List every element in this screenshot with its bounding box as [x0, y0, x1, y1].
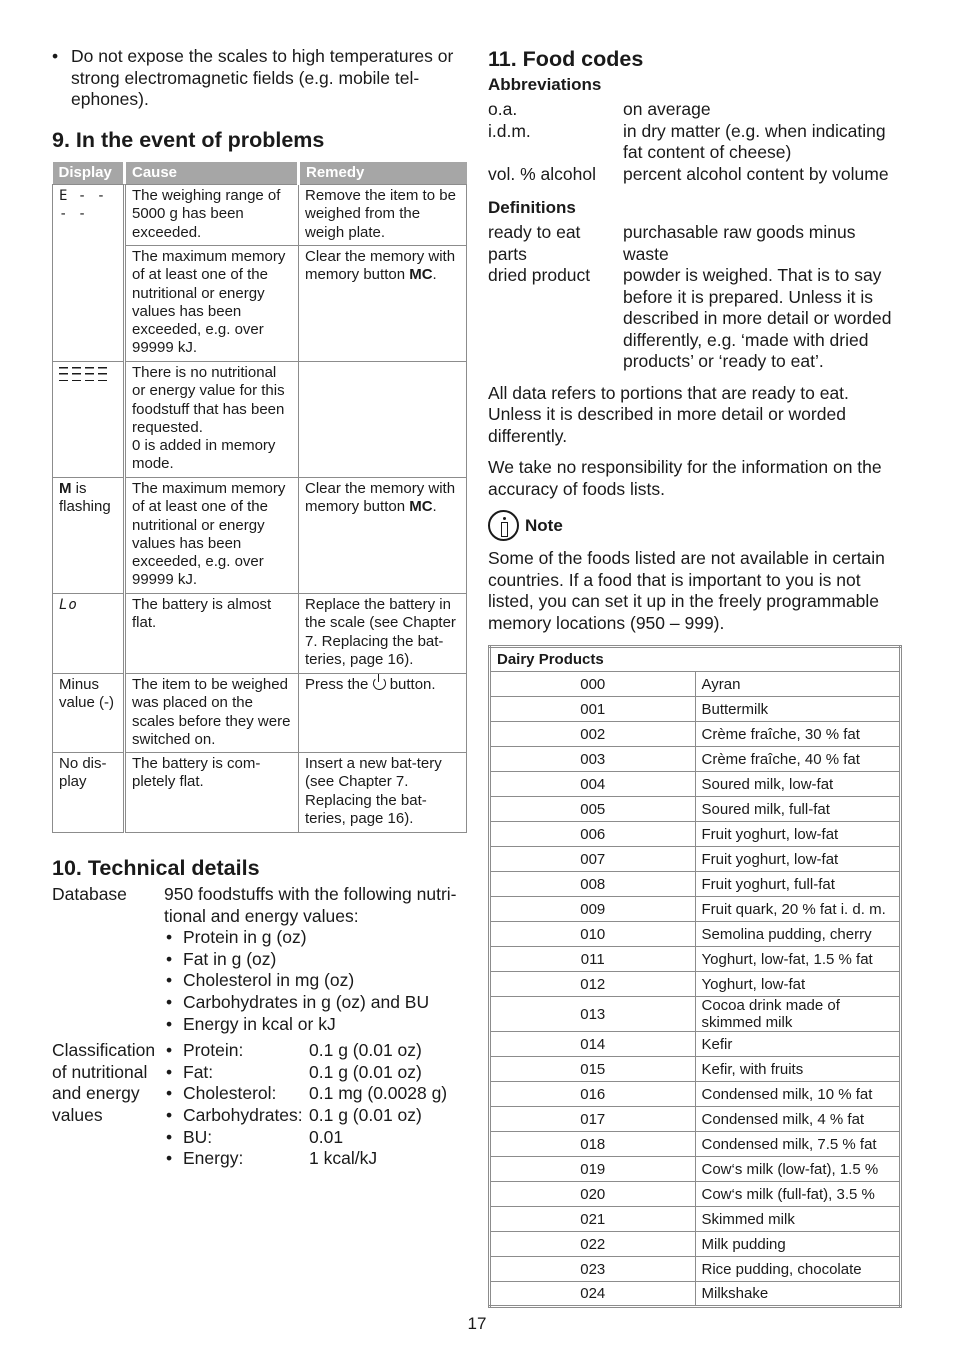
- classification-name: • Energy:: [183, 1148, 244, 1169]
- remedy-suffix: button.: [385, 676, 436, 693]
- definition-desc: powder is weighed. That is to say before it is prepared. Unless it is described in more detail or worded differently, e.g. ‘made with dried products’ or ‘ready to eat’.: [623, 265, 892, 371]
- food-code: 011: [490, 947, 696, 972]
- food-row: [490, 897, 901, 922]
- note-text: Some of the foods listed are not available in certain countries. If a food that is important to you is not listed, you can set it up in the freely programmable memory locations (950 – 999).: [488, 548, 885, 633]
- classification-label: Classification of nutritional and energy values: [52, 1040, 156, 1125]
- food-row: [490, 1157, 901, 1182]
- food-code: 018: [490, 1132, 696, 1157]
- problem-row: [53, 362, 467, 478]
- remedy-cell: [299, 246, 467, 362]
- abbreviation-desc: percent alcohol content by volume: [623, 163, 889, 184]
- food-row: [490, 1107, 901, 1132]
- food-row: [490, 1282, 901, 1307]
- food-row: [490, 672, 901, 697]
- database-item: • Fat in g (oz): [164, 949, 466, 971]
- problem-row: [53, 674, 467, 753]
- cause-line: There is no nutritional or energy value for this foodstuff that has been requested.: [132, 364, 285, 436]
- food-row: [490, 1182, 901, 1207]
- definition-desc: purchasable raw goods minus waste: [623, 222, 856, 264]
- database-row: [52, 884, 466, 1035]
- food-code: 010: [490, 922, 696, 947]
- food-name: Cocoa drink made of skimmed milk: [695, 997, 901, 1032]
- food-code: 007: [490, 847, 696, 872]
- food-name: Fruit quark, 20 % fat i. d. m.: [695, 897, 901, 922]
- food-code: 008: [490, 872, 696, 897]
- abbreviation-row: [488, 121, 902, 164]
- power-icon: [373, 677, 386, 690]
- food-code: 002: [490, 722, 696, 747]
- food-code: 022: [490, 1232, 696, 1257]
- problem-row: [53, 594, 467, 674]
- food-name: Ayran: [695, 672, 901, 697]
- food-row: [490, 697, 901, 722]
- food-code: 016: [490, 1082, 696, 1107]
- cause-cell: The weighing range of 5000 g has been exceeded.: [125, 185, 299, 246]
- remedy-text: Press the: [305, 676, 373, 693]
- problems-header-row: [53, 162, 467, 185]
- header-remedy: Remedy: [299, 162, 467, 185]
- problems-table: [52, 162, 467, 834]
- food-code: 000: [490, 672, 696, 697]
- abbreviation-desc: on average: [623, 99, 711, 119]
- note-heading: [488, 510, 902, 541]
- food-name: Kefir: [695, 1032, 901, 1057]
- database-body: [164, 884, 466, 1035]
- remedy-text: Clear the memory with memory button: [305, 248, 456, 284]
- food-row: [490, 847, 901, 872]
- classification-item: [164, 1040, 466, 1062]
- problems-heading: 9. In the event of problems: [52, 127, 325, 152]
- remedy-cell: Remove the item to be weighed from the weigh plate.: [299, 185, 467, 246]
- safety-bullet: • Do not expose the scales to high temperatures or strong electromagnetic fields (e.g. mobile tel-ephones).: [52, 46, 466, 111]
- data-portions-paragraph: All data refers to portions that are ready to eat. Unless it is described in more detail or worded differently.: [488, 382, 849, 446]
- food-row: [490, 772, 901, 797]
- abbreviation-row: [488, 164, 902, 186]
- food-codes-heading: 11. Food codes: [488, 47, 644, 71]
- dairy-table-title: Dairy Products: [490, 647, 901, 672]
- dairy-header-row: [490, 647, 901, 672]
- food-code: 017: [490, 1107, 696, 1132]
- display-cell: [53, 185, 125, 362]
- problem-row: [53, 478, 467, 594]
- food-name: Fruit yoghurt, full-fat: [695, 872, 901, 897]
- remedy-cell: [299, 674, 467, 753]
- remedy-text: Clear the memory with memory button: [305, 480, 456, 516]
- note-label: Note: [525, 515, 563, 535]
- problem-row: [53, 185, 467, 246]
- food-row: [490, 1057, 901, 1082]
- classification-body: [164, 1040, 466, 1170]
- responsibility-paragraph: We take no responsibility for the information on the accuracy of foods lists.: [488, 457, 882, 499]
- classification-item: [164, 1062, 466, 1084]
- remedy-cell: Replace the battery in the scale (see Chapter 7. Replacing the bat-teries, page 16).: [299, 594, 467, 674]
- food-name: Crème fraîche, 40 % fat: [695, 747, 901, 772]
- cause-line: 0 is added in memory mode.: [132, 437, 276, 473]
- classification-value: 0.1 mg (0.0028 g): [309, 1083, 448, 1104]
- database-text: 950 foodstuffs with the following nutri-tional and energy values:: [164, 884, 457, 926]
- food-code: 019: [490, 1157, 696, 1182]
- remedy-cell: [299, 362, 467, 478]
- food-row: [490, 1232, 901, 1257]
- classification-item: [164, 1105, 466, 1127]
- food-name: Fruit yoghurt, low-fat: [695, 822, 901, 847]
- food-row: [490, 997, 901, 1032]
- info-icon: [488, 510, 519, 541]
- database-item: • Carbohydrates in g (oz) and BU: [164, 992, 466, 1014]
- food-row: [490, 822, 901, 847]
- display-error-code: E - - - -: [59, 188, 107, 223]
- mc-button-label: MC: [409, 498, 433, 516]
- food-name: Kefir, with fruits: [695, 1057, 901, 1082]
- food-code: 021: [490, 1207, 696, 1232]
- remedy-suffix: .: [432, 498, 437, 516]
- food-name: Cow‘s milk (low-fat), 1.5 %: [695, 1157, 901, 1182]
- classification-name: • Carbohydrates:: [183, 1104, 303, 1125]
- classification-item: [164, 1148, 466, 1170]
- food-name: Semolina pudding, cherry: [695, 922, 901, 947]
- database-item: • Protein in g (oz): [164, 927, 466, 949]
- food-code: 003: [490, 747, 696, 772]
- food-code: 014: [490, 1032, 696, 1057]
- food-name: Yoghurt, low-fat, 1.5 % fat: [695, 947, 901, 972]
- dairy-table-body: [490, 672, 901, 1307]
- food-name: Rice pudding, chocolate: [695, 1257, 901, 1282]
- classification-value: 0.1 g (0.01 oz): [309, 1040, 422, 1061]
- abbreviations-list: [488, 99, 902, 185]
- food-name: Milkshake: [695, 1282, 901, 1307]
- definition-row: [488, 222, 902, 265]
- problem-row: [53, 753, 467, 833]
- display-cell: No dis-play: [53, 753, 125, 833]
- food-name: Condensed milk, 7.5 % fat: [695, 1132, 901, 1157]
- abbreviation-term: vol. % alcohol: [488, 163, 596, 184]
- remedy-cell: [299, 478, 467, 594]
- food-row: [490, 972, 901, 997]
- cause-cell: The battery is almost flat.: [125, 594, 299, 674]
- food-code: 015: [490, 1057, 696, 1082]
- food-name: Buttermilk: [695, 697, 901, 722]
- food-row: [490, 722, 901, 747]
- food-name: Soured milk, low-fat: [695, 772, 901, 797]
- food-name: Condensed milk, 10 % fat: [695, 1082, 901, 1107]
- food-row: [490, 922, 901, 947]
- food-name: Skimmed milk: [695, 1207, 901, 1232]
- food-code: 004: [490, 772, 696, 797]
- cause-cell: The maximum memory of at least one of the nutritional or energy values has been exceeded, e.g. over 99999 kJ.: [125, 478, 299, 594]
- food-name: Crème fraîche, 30 % fat: [695, 722, 901, 747]
- header-cause: Cause: [125, 162, 299, 185]
- food-row: [490, 1032, 901, 1057]
- classification-name: • Cholesterol:: [183, 1083, 277, 1104]
- abbreviation-row: [488, 99, 902, 121]
- abbreviations-heading: Abbreviations: [488, 75, 602, 94]
- classification-value: 1 kcal/kJ: [309, 1148, 378, 1169]
- display-cell: [53, 362, 125, 478]
- definition-term: dried product: [488, 265, 591, 285]
- display-cell: [53, 478, 125, 594]
- database-item: • Cholesterol in mg (oz): [164, 970, 466, 992]
- header-display: Display: [53, 162, 125, 185]
- food-code: 023: [490, 1257, 696, 1282]
- classification-item: [164, 1127, 466, 1149]
- food-row: [490, 1082, 901, 1107]
- food-name: Fruit yoghurt, low-fat: [695, 847, 901, 872]
- classification-value: 0.1 g (0.01 oz): [309, 1104, 422, 1125]
- database-item: • Energy in kcal or kJ: [164, 1014, 466, 1036]
- classification-row: [52, 1040, 466, 1170]
- classification-name: • Fat:: [183, 1061, 214, 1082]
- mc-button-label: MC: [409, 266, 433, 284]
- remedy-suffix: .: [432, 266, 437, 284]
- display-bars-symbol: [59, 367, 109, 381]
- display-cell: [53, 594, 125, 674]
- classification-name: • BU:: [183, 1126, 213, 1147]
- food-code: 005: [490, 797, 696, 822]
- definition-row: [488, 265, 902, 373]
- page-number: 17: [467, 1314, 487, 1333]
- right-column: [488, 46, 902, 1308]
- cause-cell: The maximum memory of at least one of the nutritional or energy values has been exceeded, e.g. over 99999 kJ.: [125, 246, 299, 362]
- food-name: Condensed milk, 4 % fat: [695, 1107, 901, 1132]
- classification-value: 0.1 g (0.01 oz): [309, 1061, 422, 1082]
- cause-cell: The item to be weighed was placed on the scales before they were switched on.: [125, 674, 299, 753]
- display-text: is flashing: [59, 480, 111, 516]
- food-code: 006: [490, 822, 696, 847]
- definitions-heading: Definitions: [488, 198, 576, 217]
- classification-item: [164, 1083, 466, 1105]
- left-column: [52, 46, 466, 1170]
- food-row: [490, 1207, 901, 1232]
- definition-term: ready to eat parts: [488, 222, 581, 264]
- food-row: [490, 872, 901, 897]
- database-label: Database: [52, 884, 127, 904]
- display-cell: Minus value (-): [53, 674, 125, 753]
- remedy-cell: Insert a new bat-tery (see Chapter 7. Replacing the bat-teries, page 16).: [299, 753, 467, 833]
- food-code: 020: [490, 1182, 696, 1207]
- food-code: 024: [490, 1282, 696, 1307]
- definitions-list: [488, 222, 902, 373]
- food-name: Soured milk, full-fat: [695, 797, 901, 822]
- abbreviation-term: o.a.: [488, 99, 518, 119]
- food-code: 001: [490, 697, 696, 722]
- food-name: Milk pudding: [695, 1232, 901, 1257]
- abbreviation-desc: in dry matter (e.g. when indicating fat content of cheese): [623, 120, 886, 162]
- display-m: M: [59, 480, 72, 497]
- abbreviation-term: i.d.m.: [488, 120, 531, 141]
- food-row: [490, 797, 901, 822]
- food-name: Cow‘s milk (full-fat), 3.5 %: [695, 1182, 901, 1207]
- cause-cell: The battery is com-pletely flat.: [125, 753, 299, 833]
- technical-heading: 10. Technical details: [52, 856, 260, 880]
- classification-value: 0.01: [309, 1126, 344, 1147]
- cause-cell: [125, 362, 299, 478]
- food-row: [490, 747, 901, 772]
- food-row: [490, 947, 901, 972]
- food-name: Yoghurt, low-fat: [695, 972, 901, 997]
- dairy-products-table: [488, 645, 902, 1308]
- classification-name: • Protein:: [183, 1040, 244, 1061]
- food-code: 009: [490, 897, 696, 922]
- food-code: 013: [490, 997, 696, 1032]
- display-lo-code: Lo: [59, 597, 78, 613]
- food-row: [490, 1257, 901, 1282]
- food-code: 012: [490, 972, 696, 997]
- food-row: [490, 1132, 901, 1157]
